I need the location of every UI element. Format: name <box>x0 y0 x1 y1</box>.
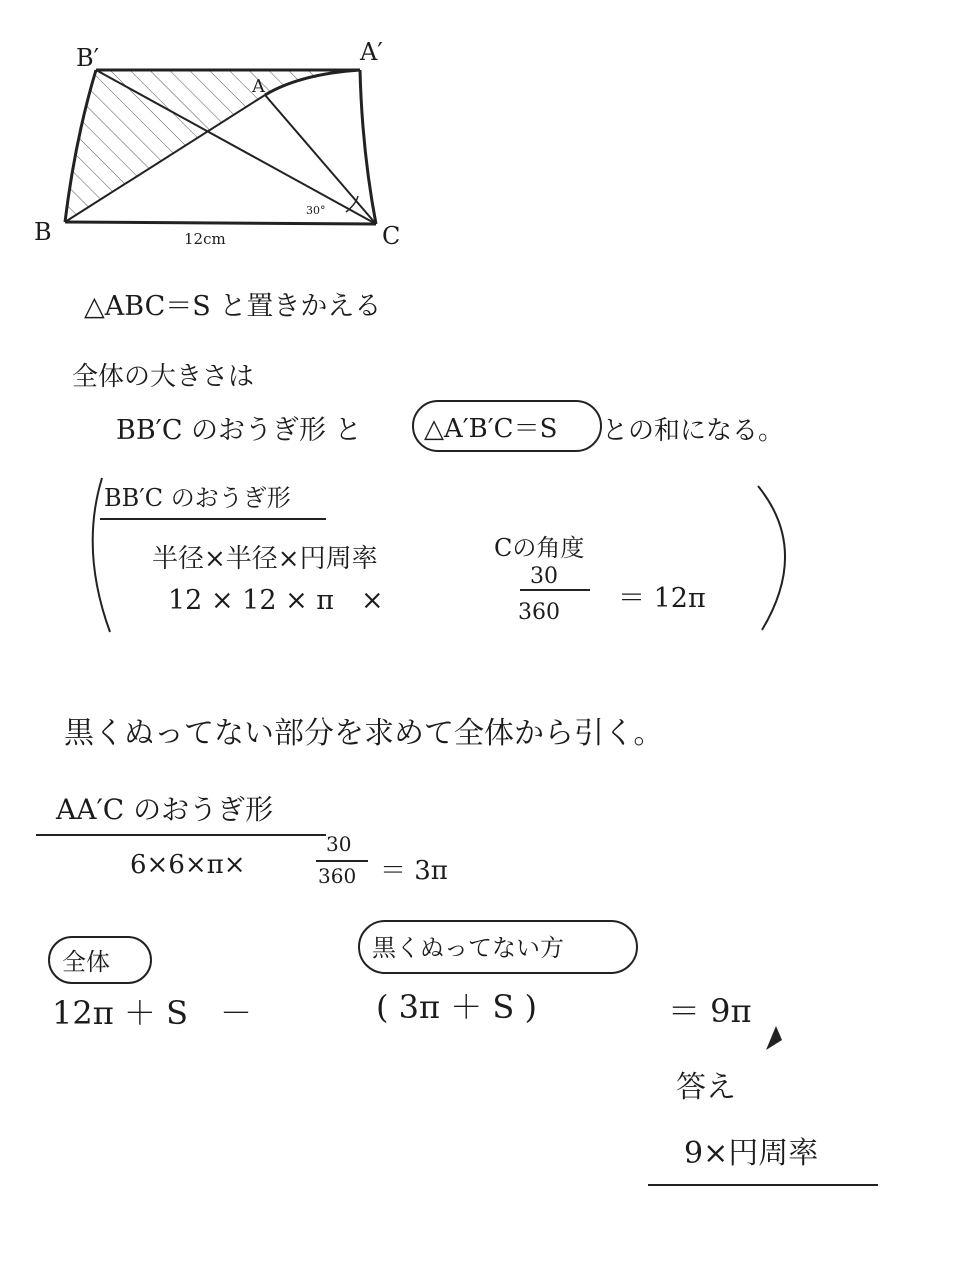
sector1-calc: 12 × 12 × π × <box>168 585 384 616</box>
sector1-title: BB′C のおうぎ形 <box>104 484 291 512</box>
circled-whole-label: 全体 <box>62 948 110 976</box>
answer-label: 答え <box>676 1070 736 1105</box>
note-subtract: 黒くぬってない部分を求めて全体から引く。 <box>64 716 664 751</box>
sector1-formula-words: 半径×半径×円周率 <box>152 544 378 574</box>
sector2-numerator: 30 <box>326 832 352 856</box>
note-sum-pre: BB′C のおうぎ形 と <box>116 415 362 446</box>
note-sum-circled: △A′B′C＝S <box>424 414 558 444</box>
final-expression-left: 12π ＋ S － <box>52 994 253 1032</box>
point-label-a: A <box>252 76 265 97</box>
arrow-icon <box>760 1020 790 1054</box>
final-expression-result: ＝ 9π <box>668 992 752 1030</box>
base-length-label: 12cm <box>184 230 226 248</box>
circled-notblack-label: 黒くぬってない方 <box>372 934 564 962</box>
point-label-bprime: B′ <box>76 44 100 72</box>
point-label-aprime: A′ <box>360 38 383 66</box>
angle-label: 30° <box>306 204 326 217</box>
sector2-result: ＝ 3π <box>380 856 448 886</box>
point-label-b: B <box>34 218 52 246</box>
final-expression-paren: ( 3π ＋ S ) <box>376 988 537 1026</box>
note-substitute: △ABC＝S と置きかえる <box>84 291 382 322</box>
edge-b-c <box>65 222 376 224</box>
sector2-calc: 6×6×π× <box>130 850 246 880</box>
angle-mark-c <box>346 196 358 212</box>
geometry-diagram <box>0 0 960 260</box>
note-whole-size: 全体の大きさは <box>72 362 255 392</box>
answer-value: 9×円周率 <box>684 1136 819 1171</box>
sector1-denominator: 360 <box>518 600 560 625</box>
answer-underline <box>648 1184 878 1186</box>
edge-aprime-c <box>360 70 376 224</box>
sector2-title: AA′C のおうぎ形 <box>56 793 274 826</box>
shaded-region <box>65 70 360 222</box>
sector2-denominator: 360 <box>318 864 357 888</box>
sector1-numerator: 30 <box>530 564 558 589</box>
point-label-c: C <box>382 222 401 250</box>
sector1-title-underline <box>100 518 326 520</box>
sector2-fraction-bar <box>316 860 368 862</box>
note-sum-post: との和になる。 <box>602 416 785 446</box>
sector2-title-underline <box>36 834 326 836</box>
sector1-result: ＝ 12π <box>618 583 706 614</box>
sector1-angle-word: Cの角度 <box>494 534 585 562</box>
